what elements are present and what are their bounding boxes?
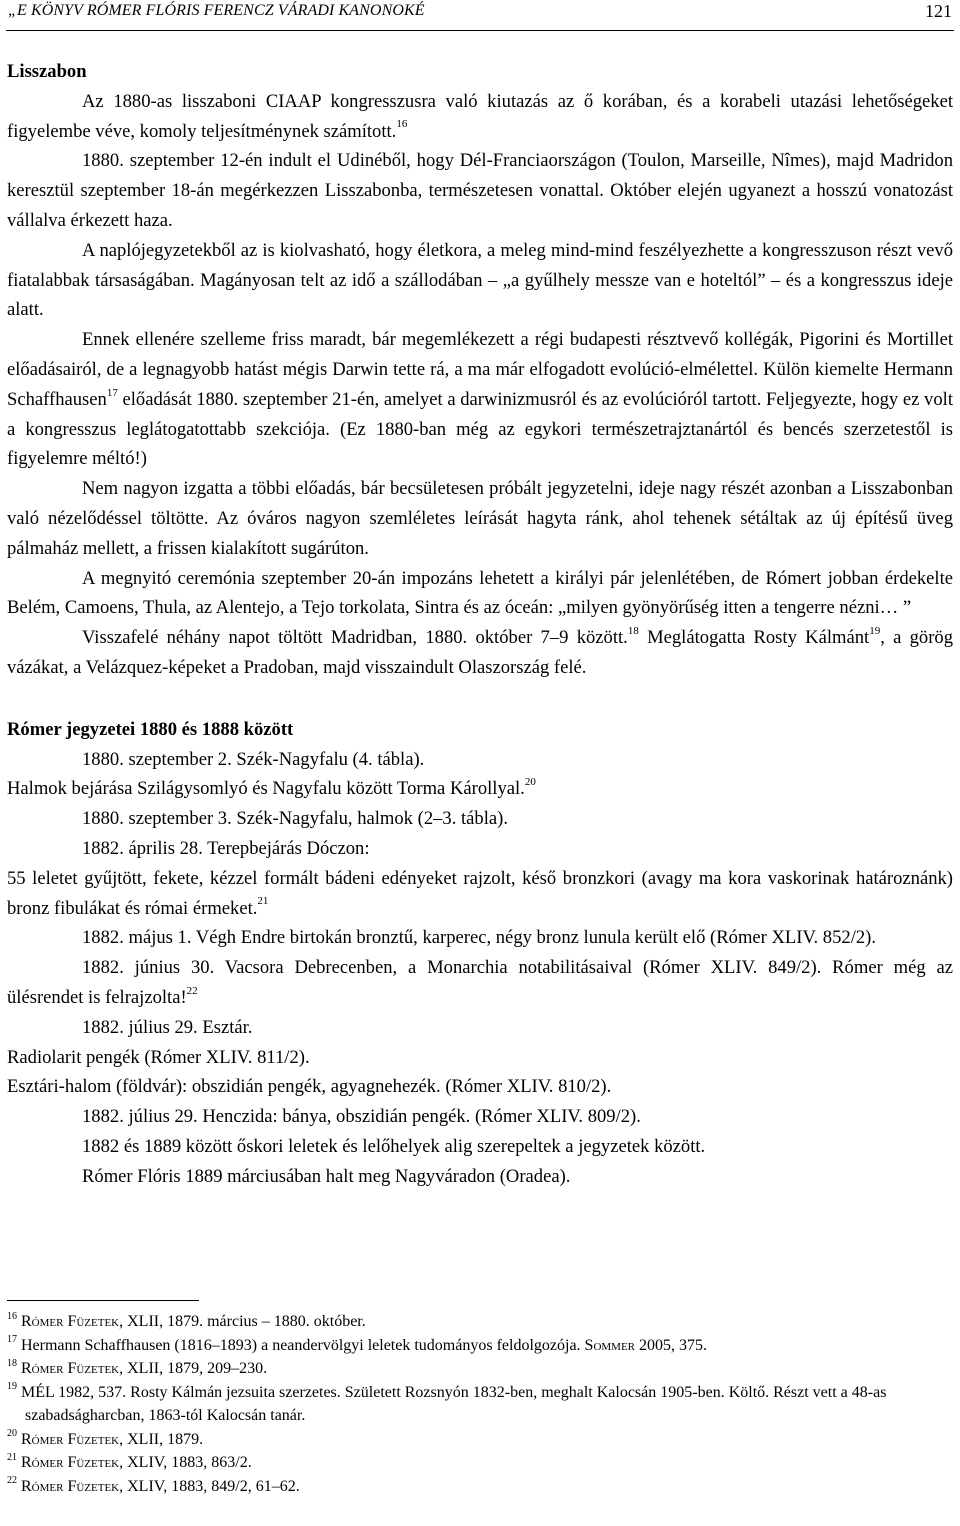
footnote-ref[interactable]: 21 — [257, 895, 269, 908]
footnote: $^{16}$ Rómer Füzetek, XLII, 1879. március – 1880. október. — [7, 1310, 366, 1330]
main-text — [7, 57, 953, 1191]
paragraph: Nem nagyon izgatta a többi előadás, bár becsületesen próbált jegyzetelni, ideje nagy részét azonban a Lisszabonban való nézelődéssel töltötte. Az óváros nagyon szemléletes leírását hagyta ránk, ahol tehenek sétáltak az új építésű üveg pálmaház mellett, a frissen kialakított sugárúton. — [7, 478, 953, 559]
note-line: 1882. július 29. Henczida: bánya, obszidián pengék. (Rómer XLIV. 809/2). — [82, 1106, 641, 1128]
paragraph: A naplójegyzetekből az is kiolvasható, hogy életkora, a meleg mind-mind feszélyezhette a kongresszuson részt vevő fiatalabbak társaságában. Magányosan telt az idő a szállodában – „a gyűlhely messze van e hoteltól” – és a kongresszus ideje alatt. — [7, 239, 953, 321]
paragraph: Az 1880-as lisszaboni CIAAP kongresszusra való kiutazás az ő korában, és a korabeli utazási lehetőségeket figyelembe véve, komoly teljesítménynek számított.$^{16}$ — [7, 90, 953, 142]
note-line: 1882. július 29. Esztár. — [82, 1016, 253, 1038]
section-heading-notes: Rómer jegyzetei 1880 és 1888 között — [7, 718, 294, 740]
paragraph: Ennek ellenére szelleme friss maradt, bár megemlékezett a régi budapesti résztvevő kollégák, Pigorini és Mortillet előadásairól, de a legnagyobb hatást mégis Darwin tette rá, a ma már elfogadott evolúció-elmélettel. Külön kiemelte Hermann Schaffhausen$^{17}$ előadását 1880. szeptember 21-én, amelyet a darwinizmusról és az evolúcióról tartott. Feljegyezte, hogy ez volt a kongresszus leglátogatottabb szekciója. (Ez 1880-ban még az egykori természetrajztanártól és bencés szerzetestől is figyelemre méltó!) — [7, 329, 953, 470]
footnotes — [7, 1310, 953, 1498]
footnote: $^{18}$ Rómer Füzetek, XLII, 1879, 209–230. — [7, 1357, 268, 1377]
note-line: 1882. április 28. Terepbejárás Dóczon: — [82, 837, 370, 859]
footnote: $^{17}$ Hermann Schaffhausen (1816–1893) a neandervölgyi leletek tudományos feldolgozója. Sommer 2005, 375. — [7, 1334, 708, 1354]
note-line: 1880. szeptember 2. Szék-Nagyfalu (4. tábla). — [82, 748, 425, 770]
note-paragraph: 55 leletet gyűjtött, fekete, kézzel formált bádeni edényeket rajzolt, késő bronzkori (avagy ma kora vaskorinak határoznánk) bronz fibulákat és római érmeket.$^{21}$ — [7, 867, 953, 919]
footnote: $^{21}$ Rómer Füzetek, XLIV, 1883, 863/2. — [7, 1451, 252, 1471]
page-number: 121 — [925, 1, 952, 21]
footnote-ref[interactable]: 16 — [396, 118, 408, 131]
paragraph: A megnyitó ceremónia szeptember 20-án impozáns lehetett a királyi pár jelenlétében, de Rómert jobban érdekelte Belém, Camoens, Thula, az Alentejo, a Tejo torkolata, Sintra és az óceán: „milyen gyönyörűség itten a tengerre nézni… ” — [7, 567, 953, 619]
note-paragraph: 1882. május 1. Végh Endre birtokán bronztű, karperec, négy bronz lunula került elő (Rómer XLIV. 852/2). — [82, 927, 876, 949]
note-line: Halmok bejárása Szilágysomlyó és Nagyfalu között Torma Károllyal.$^{20}$ — [7, 776, 536, 800]
note-line: 1882 és 1889 között őskori leletek és lelőhelyek alig szerepeltek a jegyzetek között. — [82, 1135, 706, 1157]
footnote: $^{22}$ Rómer Füzetek, XLIV, 1883, 849/2, 61–62. — [7, 1475, 300, 1495]
footnote-ref[interactable]: 20 — [524, 776, 536, 789]
running-title: „E KÖNYV RÓMER FLÓRIS FERENCZ VÁRADI KANONOKÉ — [8, 2, 425, 19]
footnote-ref[interactable]: 22 — [186, 984, 198, 997]
section-heading-lisszabon: Lisszabon — [7, 61, 87, 82]
paragraph: 1880. szeptember 12-én indult el Udinéből, hogy Dél-Franciaországon (Toulon, Marseille, Nîmes), majd Madridon keresztül szeptember 18-án megérkezzen Lisszabonba, természetesen vonattal. Október elején ugyanezt a hosszú vonatozást vállalva érkezett haza. — [7, 150, 953, 231]
note-line: Radiolarit pengék (Rómer XLIV. 811/2). — [7, 1046, 310, 1068]
footnote: $^{19}$ MÉL 1982, 537. Rosty Kálmán jezsuita szerzetes. Született Rozsnyón 1832-ben, meghalt Kalocsán 1905-ben. Költő. Részt vett a 48-as szabadságharcban, 1863-tól Kalocsán tanár. — [7, 1381, 887, 1424]
footnote: $^{20}$ Rómer Füzetek, XLII, 1879. — [7, 1428, 204, 1448]
note-line: 1880. szeptember 3. Szék-Nagyfalu, halmok (2–3. tábla). — [82, 808, 508, 830]
paragraph: Visszafelé néhány napot töltött Madridban, 1880. október 7–9 között.$^{18}$ Meglátogatta Rosty Kálmánt$^{19}$, a görög vázákat, a Velázquez-képeket a Pradoban, majd visszaindult Olaszország felé. — [7, 624, 954, 678]
note-line: Rómer Flóris 1889 márciusában halt meg Nagyváradon (Oradea). — [82, 1165, 571, 1187]
running-header — [6, 0, 954, 31]
note-paragraph: 1882. június 30. Vacsora Debrecenben, a Monarchia notabilitásaival (Rómer XLIV. 849/2). Rómer még az ülésrendet is felrajzolta!$^{22}$ — [7, 957, 953, 1008]
note-line: Esztári-halom (földvár): obszidián pengék, agyagnehezék. (Rómer XLIV. 810/2). — [7, 1076, 612, 1098]
footnote-ref[interactable]: 17 — [106, 386, 118, 399]
footnote-ref[interactable]: 19 — [869, 624, 881, 637]
footnote-separator — [7, 1300, 199, 1301]
footnote-ref[interactable]: 18 — [627, 624, 639, 637]
